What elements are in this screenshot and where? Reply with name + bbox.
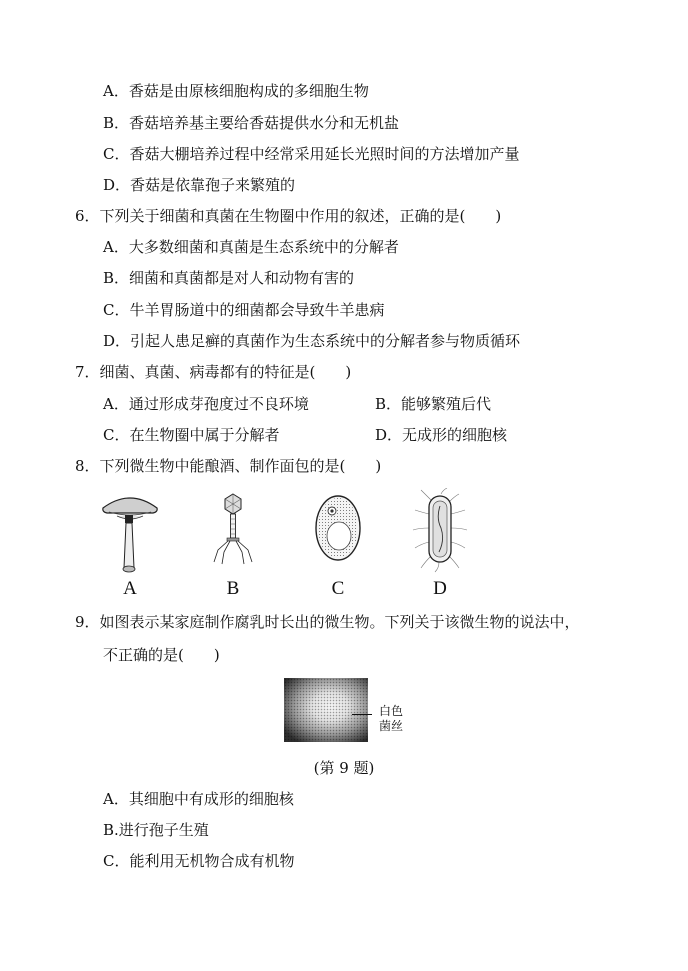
q9-option-a: A．其细胞中有成形的细胞核 — [103, 790, 294, 808]
q9-option-b: B.进行孢子生殖 — [103, 821, 209, 839]
figure-a — [95, 488, 165, 600]
photo-label-pointer — [352, 714, 372, 715]
photo-label-line1: 白色 — [379, 704, 404, 718]
q6-option-a: A．大多数细菌和真菌是生态系统中的分解者 — [103, 238, 399, 256]
q6-option-c: C．牛羊胃肠道中的细菌都会导致牛羊患病 — [103, 301, 385, 319]
q5-option-b: B．香菇培养基主要给香菇提供水分和无机盐 — [103, 114, 400, 132]
q8-figure-row — [95, 488, 475, 600]
q9-stem-line1: 9．如图表示某家庭制作腐乳时长出的微生物。下列关于该微生物的说法中， — [75, 613, 580, 631]
figure-b — [198, 488, 268, 600]
figure-d — [405, 488, 475, 600]
q7-stem: 7．细菌、真菌、病毒都有的特征是( ) — [75, 363, 352, 381]
q6-option-b: B．细菌和真菌都是对人和动物有害的 — [103, 269, 355, 287]
q6-option-d: D．引起人患足癣的真菌作为生态系统中的分解者参与物质循环 — [103, 332, 521, 350]
figure-label-d: D — [433, 578, 447, 599]
q7-option-c: C．在生物圈中属于分解者 — [103, 426, 280, 444]
q5-option-a: A．香菇是由原核细胞构成的多细胞生物 — [103, 82, 369, 100]
q6-stem: 6．下列关于细菌和真菌在生物圈中作用的叙述，正确的是( ) — [75, 207, 502, 225]
q5-option-d: D．香菇是依靠孢子来繁殖的 — [103, 176, 296, 194]
q5-option-c: C．香菇大棚培养过程中经常采用延长光照时间的方法增加产量 — [103, 145, 520, 163]
q7-option-a: A．通过形成芽孢度过不良环境 — [103, 395, 309, 413]
q7-option-b: B．能够繁殖后代 — [375, 395, 492, 413]
mushroom-icon — [95, 488, 165, 574]
figure-label-b: B — [226, 578, 240, 599]
q8-stem: 8．下列微生物中能酿酒、制作面包的是( ) — [75, 457, 382, 475]
mold-photo — [284, 678, 368, 742]
q9-option-c: C．能利用无机物合成有机物 — [103, 852, 295, 870]
bacterium-icon — [405, 488, 475, 574]
yeast-cell-icon — [303, 488, 373, 574]
figure-label-a: A — [123, 578, 137, 599]
figure-label-c: C — [331, 578, 345, 599]
photo-label-line2: 菌丝 — [379, 719, 404, 733]
q7-option-d: D．无成形的细胞核 — [375, 426, 508, 444]
bacteriophage-icon — [198, 488, 268, 574]
figure-caption: (第 9 题) — [313, 759, 375, 777]
figure-c — [303, 488, 373, 600]
q9-stem-line2: 不正确的是( ) — [103, 646, 220, 664]
